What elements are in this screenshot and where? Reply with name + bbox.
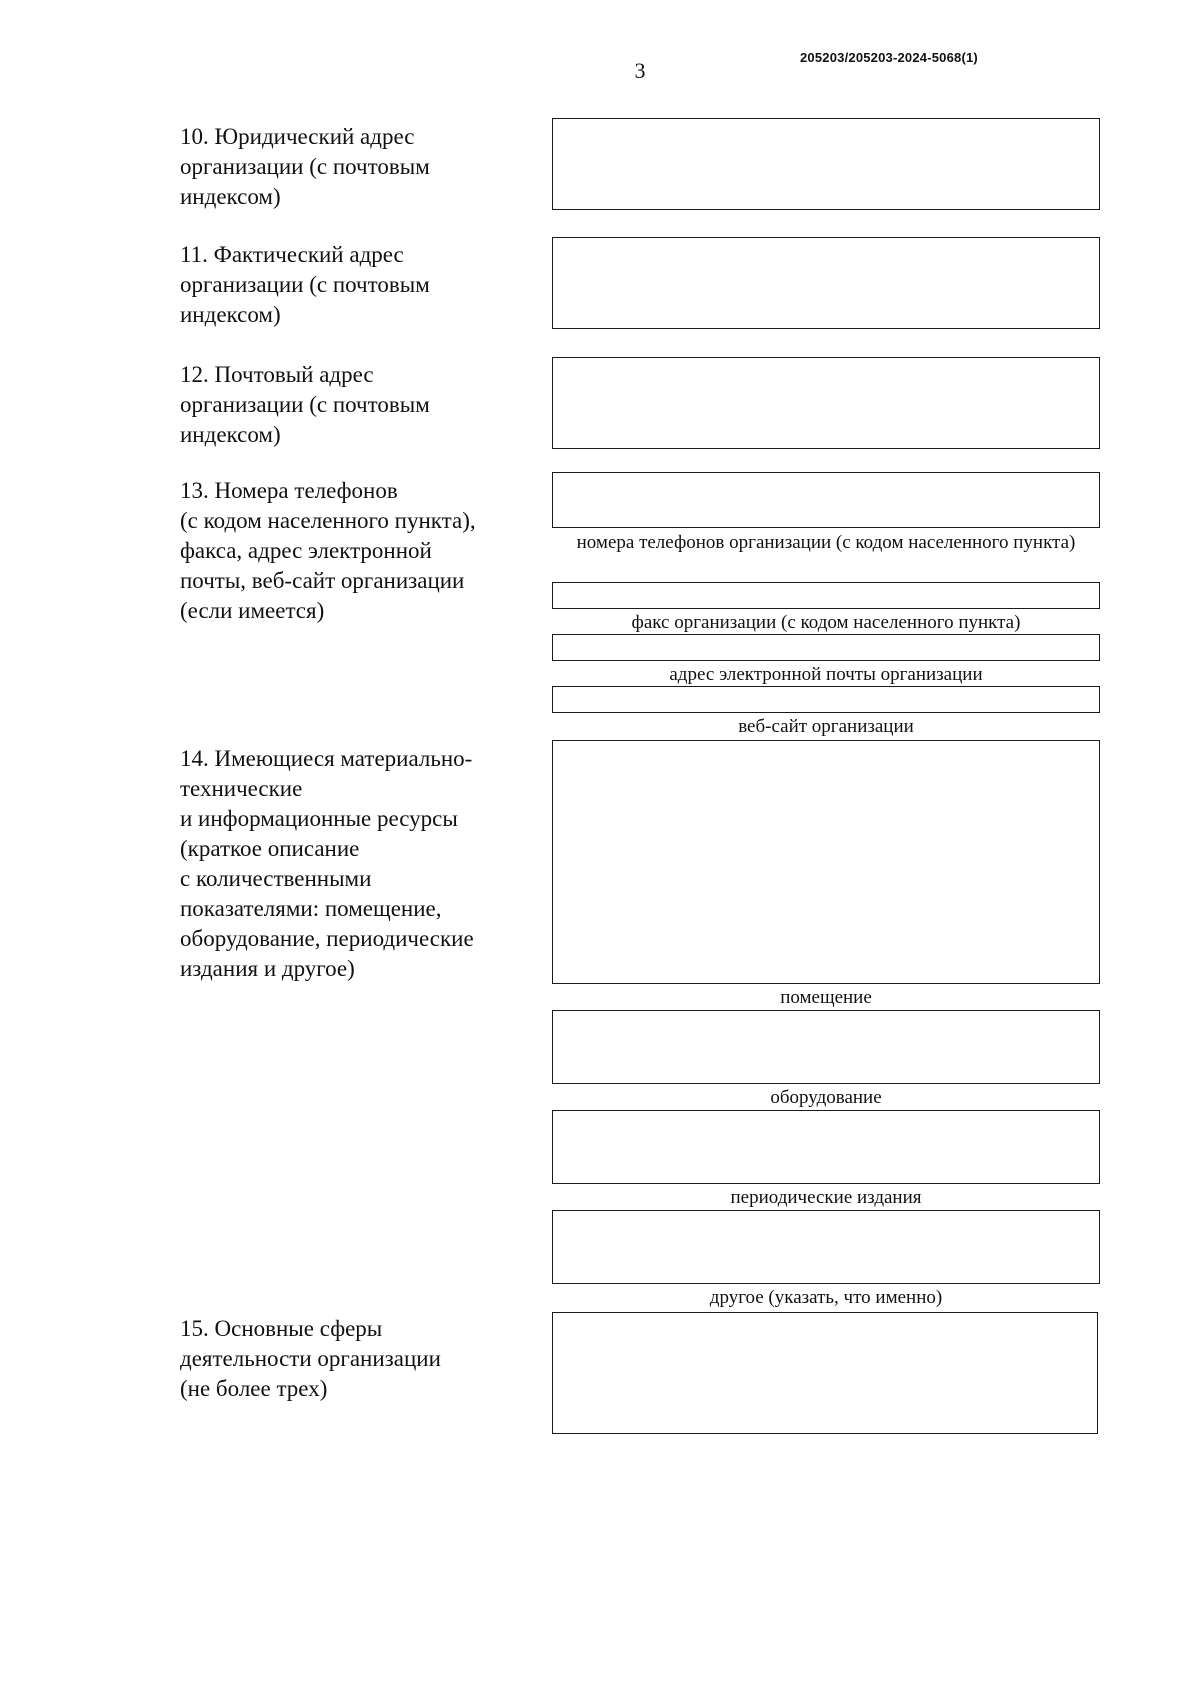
- premises-caption: помещение: [780, 987, 872, 1008]
- field-label-resources: 14. Имеющиеся материально- технические и информационные ресурсы (краткое описание с количественными показателями: помещение, оборудование, периодические издания и другое): [180, 746, 474, 981]
- email-caption: адрес электронной почты организации: [669, 664, 983, 685]
- periodicals-field[interactable]: [552, 1110, 1100, 1184]
- postal-address-field[interactable]: [552, 357, 1100, 449]
- activity-areas-field[interactable]: [552, 1312, 1098, 1434]
- field-label-activity-areas: 15. Основные сферы деятельности организации (не более трех): [180, 1316, 441, 1401]
- periodicals-caption: периодические издания: [730, 1187, 922, 1208]
- website-caption: веб-сайт организации: [738, 716, 914, 737]
- field-label-actual-address: 11. Фактический адрес организации (с почтовым индексом): [180, 242, 430, 327]
- field-label-contacts: 13. Номера телефонов (с кодом населенного пункта), факса, адрес электронной почты, веб-сайт организации (если имеется): [180, 478, 476, 623]
- page-number: 3: [634, 58, 646, 83]
- website-field[interactable]: [552, 686, 1100, 713]
- field-label-legal-address: 10. Юридический адрес организации (с почтовым индексом): [180, 124, 430, 209]
- other-resources-caption: другое (указать, что именно): [709, 1287, 943, 1308]
- equipment-field[interactable]: [552, 1010, 1100, 1084]
- other-resources-field[interactable]: [552, 1210, 1100, 1284]
- phone-numbers-caption: номера телефонов организации (с кодом населенного пункта): [576, 532, 1076, 553]
- field-label-postal-address: 12. Почтовый адрес организации (с почтовым индексом): [180, 362, 430, 447]
- equipment-caption: оборудование: [770, 1087, 882, 1108]
- document-id: 205203/205203-2024-5068(1): [800, 50, 978, 65]
- fax-field[interactable]: [552, 582, 1100, 609]
- phone-numbers-field[interactable]: [552, 472, 1100, 528]
- premises-field[interactable]: [552, 740, 1100, 984]
- legal-address-field[interactable]: [552, 118, 1100, 210]
- actual-address-field[interactable]: [552, 237, 1100, 329]
- email-field[interactable]: [552, 634, 1100, 661]
- fax-caption: факс организации (с кодом населенного пункта): [631, 612, 1021, 633]
